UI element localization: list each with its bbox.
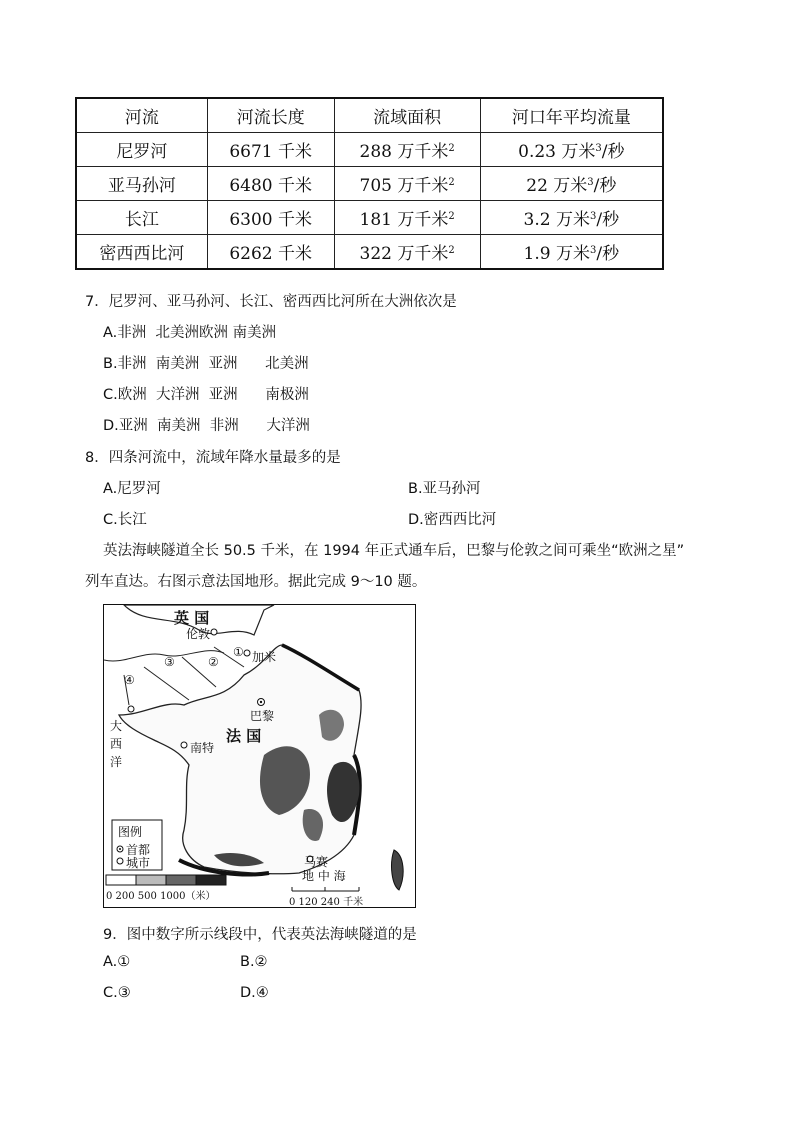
col-header: 河流长度 [207,98,334,133]
map-label-atlantic-1: 大 [110,719,123,733]
passage-line-1: 英法海峡隧道全长 50.5 千米，在 1994 年正式通车后，巴黎与伦敦之间可乘坐“欧洲之星” [103,543,685,559]
legend-title: 图例 [118,825,143,839]
table-row [76,201,663,235]
q7-stem: 7．尼罗河、亚马孙河、长江、密西西比河所在大洲依次是 [85,294,457,310]
table-row [76,167,663,201]
q7-option-c[interactable]: C.欧洲 大洋洲 亚洲 南极洲 [103,387,309,403]
france-terrain-map [103,604,416,908]
q7-option-a[interactable]: A.非洲 北美洲欧洲 南美洲 [103,325,277,341]
q9-option-a[interactable]: A.① [103,954,131,970]
cell-river: 亚马孙河 [76,167,207,201]
q9-stem: 9．图中数字所示线段中，代表英法海峡隧道的是 [103,927,417,943]
legend-capital: 首都 [126,843,151,857]
map-label-calais: 加米 [252,650,277,664]
cell-length: 6262 千米 [207,235,334,270]
map-label-atlantic-3: 洋 [110,755,123,769]
cell-length: 6300 千米 [207,201,334,235]
map-label-num4: ④ [124,673,135,687]
map-label-mediterranean: 地 中 海 [302,869,346,883]
col-header: 河口年平均流量 [480,98,663,133]
cell-area: 181 万千米$^2$ [334,201,480,235]
cell-area: 288 万千米$^2$ [334,133,480,167]
q8-option-b[interactable]: B.亚马孙河 [408,481,481,497]
river-table [75,97,664,270]
cell-area: 705 万千米$^2$ [334,167,480,201]
table-row [76,235,663,270]
cell-length: 6671 千米 [207,133,334,167]
cell-river: 长江 [76,201,207,235]
cell-flow: 3.2 万米$^3$/秒 [480,201,663,235]
map-label-london: 伦敦 [186,627,211,641]
distance-scale-label: 0 120 240 千米 [289,897,364,908]
q7-option-b[interactable]: B.非洲 南美洲 亚洲 北美洲 [103,356,309,372]
cell-flow: 1.9 万米$^3$/秒 [480,235,663,270]
map-label-marseille: 马赛 [304,855,329,869]
cell-flow: 22 万米$^3$/秒 [480,167,663,201]
map-label-uk: 英 国 [174,609,210,627]
q8-option-d[interactable]: D.密西西比河 [408,512,497,528]
q9-option-c[interactable]: C.③ [103,985,131,1001]
q9-option-b[interactable]: B.② [240,954,268,970]
q8-stem: 8．四条河流中，流域年降水量最多的是 [85,450,341,466]
cell-area: 322 万千米$^2$ [334,235,480,270]
col-header: 河流 [76,98,207,133]
q8-option-a[interactable]: A.尼罗河 [103,481,161,497]
map-label-paris: 巴黎 [250,709,275,723]
legend-city: 城市 [126,856,151,870]
table-header-row [76,98,663,133]
table-row [76,133,663,167]
cell-river: 密西西比河 [76,235,207,270]
q7-option-d[interactable]: D.亚洲 南美洲 非洲 大洋洲 [103,418,310,434]
elevation-scale-label: 0 200 500 1000（米） [106,891,216,902]
map-label-atlantic-2: 西 [110,737,123,751]
map-label-nantes: 南特 [190,741,215,755]
map-label-france: 法 国 [226,727,262,745]
q8-option-c[interactable]: C.长江 [103,512,147,528]
cell-river: 尼罗河 [76,133,207,167]
passage-line-2: 列车直达。右图示意法国地形。据此完成 9～10 题。 [85,574,427,590]
cell-flow: 0.23 万米$^3$/秒 [480,133,663,167]
q9-option-d[interactable]: D.④ [240,985,269,1001]
map-label-num1: ① [233,645,244,659]
map-label-num2: ② [208,655,219,669]
cell-length: 6480 千米 [207,167,334,201]
col-header: 流域面积 [334,98,480,133]
map-label-num3: ③ [164,655,175,669]
